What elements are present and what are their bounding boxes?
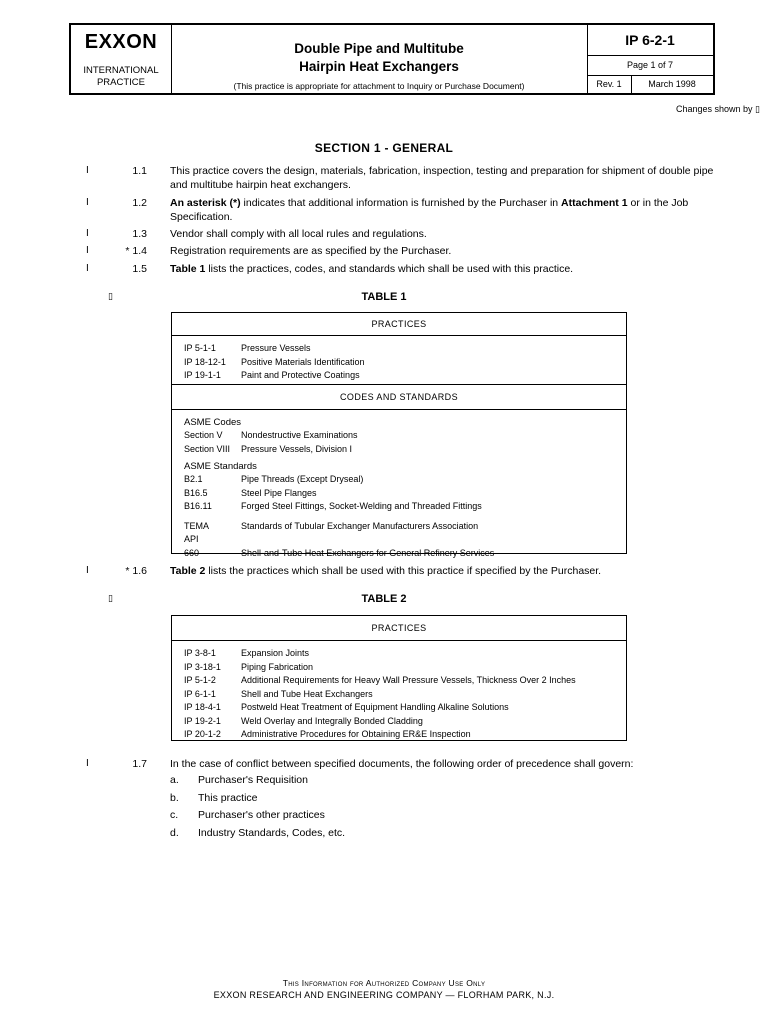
table-row: IP 18-4-1 Postweld Heat Treatment of Equipment Handling Alkaline Solutions xyxy=(184,702,509,712)
revision-mark: I xyxy=(86,565,89,576)
paragraph-text: An asterisk (*) indicates that additional information is furnished by the Purchaser in Attachment 1 or in the Job Specification. xyxy=(170,197,689,223)
revision-mark: I xyxy=(86,758,89,769)
table-row: IP 5-1-2 Additional Requirements for Heavy Wall Pressure Vessels, Thickness Over 2 Inches xyxy=(184,675,576,685)
table1-practices-header: PRACTICES xyxy=(172,313,626,336)
section-title: SECTION 1 - GENERAL xyxy=(314,141,454,155)
table1 xyxy=(171,312,627,558)
table1-codes-list xyxy=(172,410,626,560)
table-row: IP 20-1-2 Administrative Procedures for Obtaining ER&E Inspection xyxy=(184,729,471,739)
table-row: IP 6-1-1 Shell and Tube Heat Exchangers xyxy=(184,688,373,699)
table1-title: TABLE 1 xyxy=(361,291,407,303)
revision-mark: I xyxy=(86,197,89,208)
ip-number: IP 6-2-1 xyxy=(587,25,713,56)
table2 xyxy=(171,615,627,741)
paragraph-text: In the case of conflict between specified documents, the following order of precedence shall govern: xyxy=(170,758,634,770)
table2-title: TABLE 2 xyxy=(361,593,407,605)
page-number: Page 1 of 7 xyxy=(587,55,713,76)
revision-mark: I xyxy=(86,228,89,239)
table-row: IP 19-1-1 Paint and Protective Coatings xyxy=(184,370,360,380)
table-row: TEMA Standards of Tubular Exchanger Manufacturers Association xyxy=(184,520,479,531)
practice-label: INTERNATIONAL PRACTICE xyxy=(83,65,159,88)
revision-date: March 1998 xyxy=(648,79,696,89)
table1-practices-list xyxy=(172,336,626,385)
revision-mark: I xyxy=(86,263,89,274)
table-row: API xyxy=(184,534,199,544)
logo-cell xyxy=(71,25,172,93)
paragraph-text: Vendor shall comply with all local rules and regulations. xyxy=(170,228,427,240)
change-marker-icon: ▯ xyxy=(108,593,113,603)
document-subtitle: (This practice is appropriate for attachment to Inquiry or Purchase Document) xyxy=(233,81,525,91)
footer-company: EXXON RESEARCH AND ENGINEERING COMPANY — FLORHAM PARK, N.J. xyxy=(213,990,555,1000)
table1-codes-header: CODES AND STANDARDS xyxy=(172,385,626,410)
paragraph-text: Registration requirements are as specified by the Purchaser. xyxy=(170,245,452,257)
asme-codes-label: ASME Codes xyxy=(184,417,242,428)
paragraph-text: Table 2 lists the practices which shall be used with this practice if specified by the Purchaser. xyxy=(170,565,602,577)
revision: Rev. 1 xyxy=(587,75,632,93)
paragraph-number: 1.1 xyxy=(132,165,147,177)
paragraph-text: This practice covers the design, materials, fabrication, inspection, testing and preparation for shipment of double pipe and multitube hairpin heat exchangers. xyxy=(170,165,714,191)
table-row: Section VIII Pressure Vessels, Division I xyxy=(184,443,353,454)
asme-standards-label: ASME Standards xyxy=(184,461,257,472)
table-row: 660 Shell-and-Tube Heat Exchangers for General Refinery Services xyxy=(184,547,495,558)
paragraph-number: * 1.6 xyxy=(125,565,147,577)
table-row: B16.11 Forged Steel Fittings, Socket-Welding and Threaded Fittings xyxy=(184,501,482,511)
header-info-cells xyxy=(587,25,713,93)
table2-practices-header: PRACTICES xyxy=(172,616,626,641)
change-marker-icon: ▯ xyxy=(108,291,113,301)
revision-mark: I xyxy=(86,245,89,256)
paragraph-number: 1.3 xyxy=(132,228,147,240)
table-row: B16.5 Steel Pipe Flanges xyxy=(184,487,317,498)
paragraph-number: 1.7 xyxy=(132,758,147,770)
paragraph-text: Table 1 lists the practices, codes, and standards which shall be used with this practice. xyxy=(170,263,574,275)
changes-note: Changes shown by ▯ xyxy=(675,104,760,114)
paragraph-number: * 1.4 xyxy=(125,245,147,257)
table-row: IP 3-18-1 Piping Fabrication xyxy=(184,661,314,672)
title-cell xyxy=(171,25,588,93)
table2-practices-list xyxy=(172,641,626,742)
table-row: Section V Nondestructive Examinations xyxy=(184,430,358,440)
paragraph-number: 1.5 xyxy=(132,263,147,275)
table-row: IP 5-1-1 Pressure Vessels xyxy=(184,343,311,353)
table-row: IP 18-12-1 Positive Materials Identification xyxy=(184,356,365,367)
paragraph-number: 1.2 xyxy=(132,197,147,209)
document-title: Double Pipe and Multitube Hairpin Heat Exchangers xyxy=(294,41,464,74)
table-row: IP 19-2-1 Weld Overlay and Integrally Bonded Cladding xyxy=(184,715,423,726)
document-header xyxy=(69,23,715,95)
table-row: IP 3-8-1 Expansion Joints xyxy=(184,648,310,658)
revision-mark: I xyxy=(86,165,89,176)
exxon-logo: EXXON xyxy=(84,31,158,53)
table-row: B2.1 Pipe Threads (Except Dryseal) xyxy=(184,474,364,484)
footer-notice: This Information for Authorized Company Use Only xyxy=(282,978,486,988)
